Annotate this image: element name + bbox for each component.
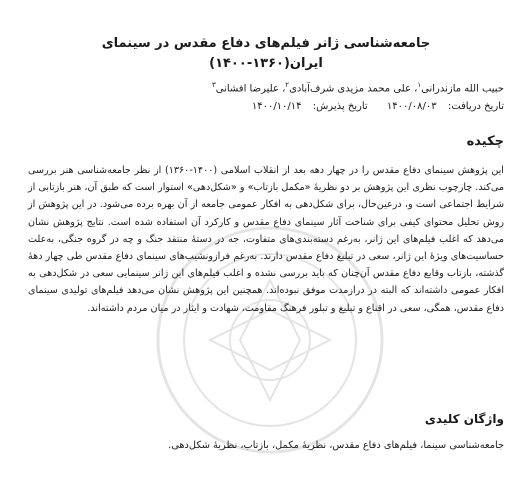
author-name: حبیب الله مازندرانی xyxy=(421,83,504,95)
author-affiliation-mark: ۲ xyxy=(285,81,290,89)
author-affiliation-mark: ۳ xyxy=(211,81,216,89)
author-name: علی محمد مزیدی شرف‌آبادی xyxy=(289,83,411,95)
received-date xyxy=(379,101,504,112)
keywords-heading: واژگان کلیدی xyxy=(424,412,504,426)
article-dates xyxy=(40,99,504,115)
accepted-date xyxy=(244,101,368,112)
accepted-value: ۱۴۰۰/۱۰/۱۴ xyxy=(251,101,302,112)
keywords-text: جامعه‌شناسی سینما، فیلم‌های دفاع مقدس، نظریهٔ مکمل، بازتاب، نظریهٔ شکل‌دهی. xyxy=(168,440,504,451)
received-label: تاریخ دریافت: xyxy=(447,101,504,112)
author-list: حبیب الله مازندرانی$^۱$، علی محمد مزیدی شرف‌آبادی$^۲$، علیرضا افشانی$^۳$ xyxy=(211,81,504,95)
received-value: ۱۴۰۰/۰۸/۰۳ xyxy=(386,101,437,112)
author-name: علیرضا افشانی xyxy=(215,83,279,95)
abstract-heading: چکیده xyxy=(466,134,504,149)
abstract-text: این پژوهش سینمای دفاع مقدس را در چهار دهه بعد از انقلاب اسلامی (۱۴۰۰-۱۳۶۰) از نظر جامعه‌شناسی هنر بررسی می‌کند. چارچوب نظری این پژوهش بر دو نظریهٔ «مکمل بازتاب» و «شکل‌دهی» استوار است که طبق آن، هنر بازتابی از شرایط اجتماعی است و، درعین‌حال، برای شکل‌دهی به افکار عمومی جامعه از آن بهره برده می‌شود. در این پژوهش از روش تحلیل محتوای کیفی برای شناخت آثار سینمای دفاع مقدس و کارکرد آن استفاده شده است. نتایج پژوهش نشان می‌دهد که اغلب فیلم‌های این ژانر، به‌رغم دسته‌بندی‌های متفاوت، جه در دستهٔ منتقد جنگ و چه در گروه جنگی، به‌علت حساسیت‌های ویژهٔ این ژانر، سعی در تبلیغ دفاع مقدس دارند. به‌رغم فرازونشیب‌های سینمای دفاع مقدس طی چهار دههٔ گذشته، بازتاب وقایع دفاع مقدس آن‌چنان که باید بررسی نشده و اغلب فیلم‌های این ژانر سینمایی سعی در شکل‌دهی به افکار عمومی داشته‌اند که البته در درازمدت موفق نبوده‌اند. همچنین این پژوهش نشان می‌دهد فیلم‌های تولیدی سینمای دفاع مقدس، همگی، سعی در اقناع و تبلیغ و تبلور فرهنگ مقاومت، شهادت و ایثار در میان مردم داشته‌اند. xyxy=(28,165,504,314)
author-affiliation-mark: ۱ xyxy=(417,81,422,89)
paper-title: جامعه‌شناسی ژانر فیلم‌های دفاع مقدس در سینمای ایران(۱۳۶۰-۱۴۰۰) xyxy=(101,36,431,71)
accepted-label: تاریخ پذیرش: xyxy=(312,101,368,112)
